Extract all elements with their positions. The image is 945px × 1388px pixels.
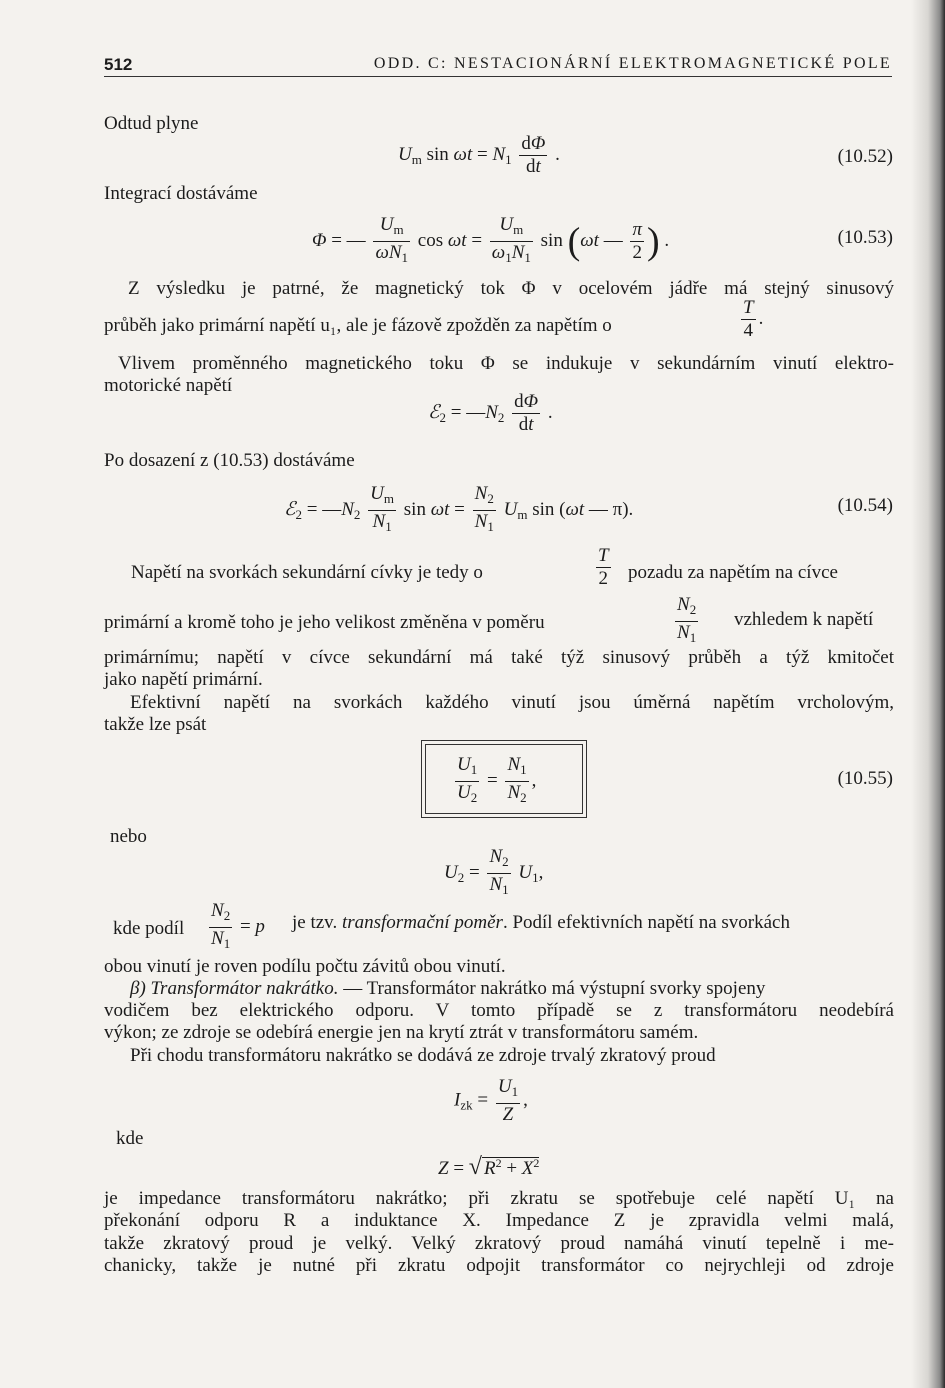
- paragraph-efektivni-line1: Efektivní napětí na svorkách každého vinutí jsou úměrná napětím vrcholovým,: [130, 692, 894, 713]
- equation-ratio-p: $\frac{N_2}{N_1}$ = p: [211, 900, 265, 951]
- paragraph-napeti-line4: jako napětí primární.: [104, 669, 263, 690]
- fraction-t-over-4: $\frac{T}{4}$ .: [743, 297, 764, 341]
- equation-10-52: $U_m$ $\sin \omega t = N_1$ $\frac{d\Phi}{dt}$ .: [398, 133, 560, 177]
- running-head: ODD. C: NESTACIONÁRNÍ ELEKTROMAGNETICKÉ POLE: [373, 55, 892, 72]
- page-edge-shadow: [911, 0, 945, 1388]
- paragraph-odtud: Odtud plyne: [104, 113, 199, 134]
- paragraph-integraci: Integrací dostáváme: [104, 183, 258, 204]
- paragraph-efektivni-line2: takže lze psát: [104, 714, 207, 735]
- page-number: 512: [104, 55, 133, 74]
- paragraph-po-dosazeni: Po dosazení z (10.53) dostáváme: [104, 450, 355, 471]
- paragraph-kde-podil-right: je tzv. transformační poměr. Podíl efektivních napětí na svorkách: [292, 912, 790, 933]
- paragraph-napeti-line2-right: vzhledem k napětí: [734, 609, 874, 630]
- paragraph-vlivem-line2: motorické napětí: [104, 375, 233, 396]
- paragraph-vlivem-line1: Vlivem proměnného magnetického toku Φ se indukuje v sekundárním vinutí elektro-: [118, 353, 894, 374]
- equation-10-54: ℰ$_2$ = $—N_2$ $\frac{U_m}{N_1}$ sin ωt = $\frac{N_2}{N_1}$ $U_m$ sin (ωt — π).: [284, 483, 634, 534]
- paragraph-obou-vinuti: obou vinutí je roven podílu počtu závitů obou vinutí.: [104, 956, 506, 977]
- fraction-t-over-2: $\frac{T}{2}$: [598, 545, 609, 589]
- paragraph-napeti-line3: primárnímu; napětí v cívce sekundární má také týž sinusový průběh a týž kmitočet: [104, 647, 894, 668]
- equation-10-53: Φ = — $\frac{U_m}{\omega N_1}$ cos ωt = $\frac{U_m}{\omega_1N_1}$ sin (ωt — $\frac{\pi}{2}$ ) .: [312, 214, 670, 265]
- paragraph-nakratko-line2: vodičem bez elektrického odporu. V tomto případě se z transformátoru neodebírá: [104, 1000, 894, 1021]
- paragraph-napeti-line1-right: pozadu za napětím na cívce: [628, 562, 838, 583]
- paragraph-impedance-line3: takže zkratový proud je velký. Velký zkratový proud namáhá vinutí tepelně i me-: [104, 1233, 894, 1254]
- paragraph-impedance-line4: chanicky, takže je nutné při zkratu odpojit transformátor co nejrychleji od zdroje: [104, 1255, 894, 1276]
- paragraph-napeti-line1-left: Napětí na svorkách sekundární cívky je tedy o: [131, 562, 483, 583]
- paragraph-impedance-line2: překonání odporu R a induktance X. Impedance Z je zpravidla velmi malá,: [104, 1210, 894, 1231]
- equation-emf-2: ℰ$_2$ = $—N_2$ $\frac{d\Phi}{dt}$ .: [428, 391, 553, 435]
- equation-number-10-54: (10.54): [837, 495, 893, 516]
- section-label-beta: β) Transformátor nakrátko.: [130, 978, 339, 999]
- equation-number-10-53: (10.53): [837, 227, 893, 248]
- equation-impedance: Z = √ $R^2 + X^2$: [438, 1154, 540, 1180]
- paragraph-nakratko-line1: β) Transformátor nakrátko. — Transformátor nakrátko má výstupní svorky spojeny: [130, 978, 766, 999]
- equation-short-circuit-current: $I_{zk}$ = $\frac{U_1}{Z}$ ,: [454, 1076, 528, 1125]
- equation-number-10-52: (10.52): [837, 146, 893, 167]
- paragraph-vysledek-line2: průběh jako primární napětí u₁, ale je fázově zpožděn za napětím o: [104, 315, 612, 336]
- paragraph-nakratko-line3: výkon; ze zdroje se odebírá energie jen na krytí ztrát v transformátoru samém.: [104, 1022, 699, 1043]
- paragraph-impedance-line1: je impedance transformátoru nakrátko; při zkratu se spotřebuje celé napětí U₁ na: [104, 1188, 894, 1209]
- equation-number-10-55: (10.55): [837, 768, 893, 789]
- paragraph-napeti-line2-left: primární a kromě toho je jeho velikost změněna v poměru: [104, 612, 545, 633]
- paragraph-kde-podil-left: kde podíl: [113, 918, 185, 939]
- paragraph-pri-chodu: Při chodu transformátoru nakrátko se dodává ze zdroje trvalý zkratový proud: [130, 1045, 716, 1066]
- word-kde: kde: [116, 1128, 144, 1149]
- page-header: [104, 52, 892, 77]
- fraction-n2-over-n1: $\frac{N_2}{N_1}$: [677, 594, 697, 645]
- term-transformacni-pomer: transformační poměr: [341, 912, 503, 933]
- paragraph-vysledek-line1: Z výsledku je patrné, že magnetický tok Φ v ocelovém jádře má stejný sinusový: [128, 278, 894, 299]
- equation-u2: $U_2$ = $\frac{N_2}{N_1}$ $U_1$,: [444, 846, 544, 897]
- equation-10-55: $\frac{U_1}{U_2}$ = $\frac{N_1}{N_2}$ ,: [457, 754, 537, 805]
- word-nebo: nebo: [110, 826, 147, 847]
